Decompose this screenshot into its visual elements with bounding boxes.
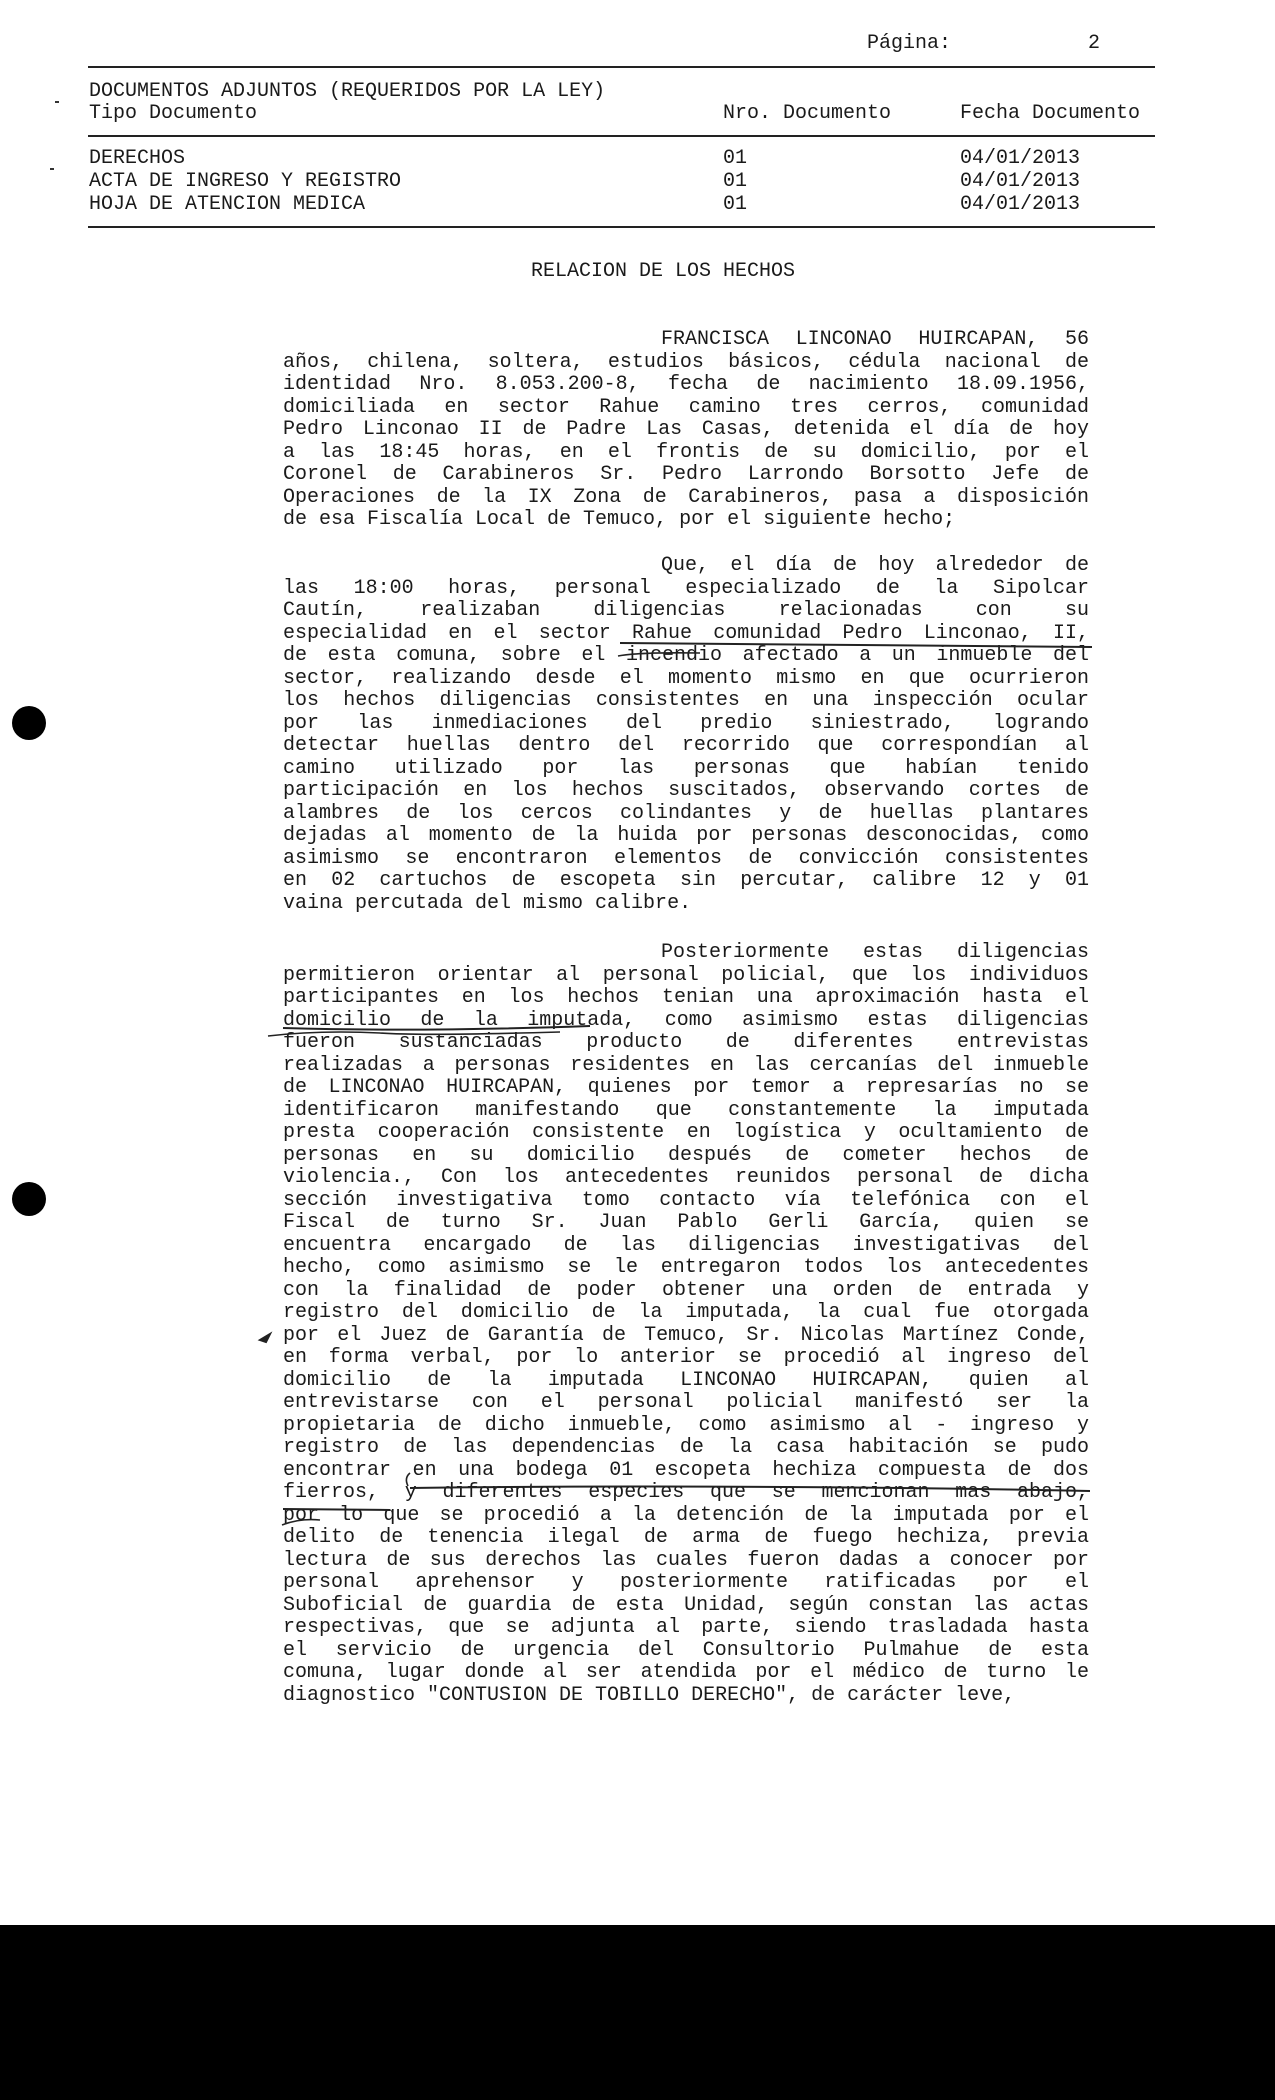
paragraph-line: dejadas al momento de la huida por personas desconocidas, como bbox=[283, 824, 1089, 847]
punch-hole bbox=[12, 1182, 46, 1216]
header-rule-top bbox=[88, 66, 1155, 68]
cell-date: 04/01/2013 bbox=[960, 170, 1081, 193]
paragraph-line: identificaron manifestando que constantemente la imputada bbox=[283, 1098, 1089, 1122]
table-header-rule bbox=[88, 135, 1155, 137]
scan-black-band bbox=[0, 1925, 1275, 2100]
paragraph-line: sector, realizando desde el momento mismo en que ocurrieron bbox=[283, 666, 1089, 690]
cell-number: 01 bbox=[723, 147, 748, 170]
paragraph-line: por las inmediaciones del predio siniestrado, logrando bbox=[283, 711, 1089, 735]
column-header-date: Fecha Documento bbox=[960, 102, 1141, 125]
cell-type: HOJA DE ATENCION MEDICA bbox=[89, 193, 366, 216]
paragraph-line: comuna, lugar donde al ser atendida por el médico de turno le bbox=[283, 1661, 1089, 1684]
table-row bbox=[0, 194, 1275, 217]
paragraph-line: detectar huellas dentro del recorrido que correspondían al bbox=[283, 734, 1089, 757]
paragraph-line: de esa Fiscalía Local de Temuco, por el siguiente hecho; bbox=[283, 508, 956, 531]
section-title: RELACION DE LOS HECHOS bbox=[531, 260, 796, 283]
paragraph-line: Fiscal de turno Sr. Juan Pablo Gerli García, quien se bbox=[283, 1211, 1089, 1234]
attachments-header-row bbox=[0, 103, 1275, 126]
paragraph-line: fueron sustanciadas producto de diferentes entrevistas bbox=[283, 1031, 1089, 1054]
paragraph-line: personal aprehensor y posteriormente ratificadas por el bbox=[283, 1571, 1089, 1594]
paragraph-line: participación en los hechos suscitados, observando cortes de bbox=[283, 779, 1089, 802]
paragraph-line: las 18:00 horas, personal especializado de la Sipolcar bbox=[283, 576, 1089, 600]
paragraph-line: diagnostico "CONTUSION DE TOBILLO DERECHO", de carácter leve, bbox=[283, 1683, 1016, 1707]
paragraph-line: participantes en los hechos tenian una aproximación hasta el bbox=[283, 986, 1089, 1009]
paragraph-line: hecho, como asimismo se le entregaron todos los antecedentes bbox=[283, 1256, 1089, 1279]
attachments-title: DOCUMENTOS ADJUNTOS (REQUERIDOS POR LA LEY) bbox=[89, 80, 606, 103]
cell-date: 04/01/2013 bbox=[960, 147, 1081, 170]
paragraph-line: por el Juez de Garantía de Temuco, Sr. Nicolas Martínez Conde, bbox=[283, 1323, 1089, 1347]
paragraph-line: a las 18:45 horas, en el frontis de su domicilio, por el bbox=[283, 440, 1089, 464]
paragraph-line: Cautín, realizaban diligencias relacionadas con su bbox=[283, 599, 1089, 622]
paragraph-line: los hechos diligencias consistentes en una inspección ocular bbox=[283, 689, 1089, 712]
paragraph-line: Posteriormente estas diligencias bbox=[661, 941, 1089, 964]
paragraph-line: registro del domicilio de la imputada, la cual fue otorgada bbox=[283, 1301, 1089, 1324]
paragraph-line: domiciliada en sector Rahue camino tres cerros, comunidad bbox=[283, 395, 1089, 419]
paragraph-line: respectivas, que se adjunta al parte, siendo trasladada hasta bbox=[283, 1616, 1089, 1639]
paragraph-line: realizadas a personas residentes en las cercanías del inmueble bbox=[283, 1053, 1089, 1077]
column-header-number: Nro. Documento bbox=[723, 102, 892, 125]
paragraph-line: encontrar en una bodega 01 escopeta hechiza compuesta de dos bbox=[283, 1458, 1089, 1482]
paragraph-line: años, chilena, soltera, estudios básicos, cédula nacional de bbox=[283, 350, 1089, 374]
paragraph-line: Coronel de Carabineros Sr. Pedro Larrondo Borsotto Jefe de bbox=[283, 463, 1089, 486]
punch-hole bbox=[12, 706, 46, 740]
cell-number: 01 bbox=[723, 170, 748, 193]
column-header-type: Tipo Documento bbox=[89, 102, 258, 125]
paragraph-line: propietaria de dicho inmueble, como asimismo al - ingreso y bbox=[283, 1413, 1089, 1437]
paragraph-line: en forma verbal, por lo anterior se procedió al ingreso del bbox=[283, 1346, 1089, 1369]
page-number: 2 bbox=[1088, 32, 1101, 55]
paragraph-line: el servicio de urgencia del Consultorio Pulmahue de esta bbox=[283, 1638, 1089, 1662]
paragraph-facts bbox=[283, 555, 1089, 915]
paragraph-line: por lo que se procedió a la detención de la imputada por el bbox=[283, 1503, 1089, 1527]
paragraph-identity bbox=[283, 329, 1089, 532]
paragraph-line: sección investigativa tomo contacto vía telefónica con el bbox=[283, 1188, 1089, 1212]
paragraph-line: Que, el día de hoy alrededor de bbox=[661, 554, 1089, 577]
paragraph-line: de LINCONAO HUIRCAPAN, quienes por temor a represarías no se bbox=[283, 1076, 1089, 1099]
paragraph-investigation bbox=[283, 942, 1089, 1707]
cell-type: ACTA DE INGRESO Y REGISTRO bbox=[89, 170, 402, 193]
paragraph-line: Operaciones de la IX Zona de Carabineros, pasa a disposición bbox=[283, 485, 1089, 509]
table-row bbox=[0, 148, 1275, 171]
table-row bbox=[0, 171, 1275, 194]
paragraph-line: personas en su domicilio después de cometer hechos de bbox=[283, 1143, 1089, 1167]
paragraph-line: asimismo se encontraron elementos de convicción consistentes bbox=[283, 846, 1089, 870]
paragraph-line: FRANCISCA LINCONAO HUIRCAPAN, 56 bbox=[661, 328, 1089, 351]
paragraph-line: entrevistarse con el personal policial manifestó ser la bbox=[283, 1391, 1089, 1414]
paragraph-line: identidad Nro. 8.053.200-8, fecha de nacimiento 18.09.1956, bbox=[283, 373, 1089, 396]
cell-number: 01 bbox=[723, 193, 748, 216]
paragraph-line: lectura de sus derechos las cuales fueron dadas a conocer por bbox=[283, 1548, 1089, 1572]
paragraph-line: camino utilizado por las personas que habían tenido bbox=[283, 756, 1089, 780]
paragraph-line: registro de las dependencias de la casa habitación se pudo bbox=[283, 1436, 1089, 1459]
paragraph-line: especialidad en el sector Rahue comunidad Pedro Linconao, II, bbox=[283, 621, 1089, 645]
paragraph-line: fierros, y diferentes especies que se mencionan mas abajo, bbox=[283, 1481, 1089, 1504]
paragraph-line: permitieron orientar al personal policial, que los individuos bbox=[283, 963, 1089, 987]
paragraph-line: de esta comuna, sobre el incendio afectado a un inmueble del bbox=[283, 644, 1089, 667]
cell-date: 04/01/2013 bbox=[960, 193, 1081, 216]
page-label: Página: bbox=[867, 32, 952, 55]
paragraph-line: vaina percutada del mismo calibre. bbox=[283, 891, 692, 915]
paragraph-line: en 02 cartuchos de escopeta sin percutar, calibre 12 y 01 bbox=[283, 869, 1089, 892]
table-bottom-rule bbox=[88, 226, 1155, 228]
paragraph-line: alambres de los cercos colindantes y de huellas plantares bbox=[283, 801, 1089, 825]
paragraph-line: domicilio de la imputada, como asimismo estas diligencias bbox=[283, 1008, 1089, 1032]
paragraph-line: encuentra encargado de las diligencias investigativas del bbox=[283, 1233, 1089, 1257]
paragraph-line: Suboficial de guardia de esta Unidad, según constan las actas bbox=[283, 1593, 1089, 1617]
paragraph-line: violencia., Con los antecedentes reunidos personal de dicha bbox=[283, 1166, 1089, 1189]
paragraph-line: presta cooperación consistente en logística y ocultamiento de bbox=[283, 1121, 1089, 1144]
paragraph-line: con la finalidad de poder obtener una orden de entrada y bbox=[283, 1278, 1089, 1302]
paragraph-line: delito de tenencia ilegal de arma de fuego hechiza, previa bbox=[283, 1526, 1089, 1549]
paragraph-line: Pedro Linconao II de Padre Las Casas, detenida el día de hoy bbox=[283, 418, 1089, 441]
paragraph-line: domicilio de la imputada LINCONAO HUIRCAPAN, quien al bbox=[283, 1368, 1089, 1392]
cell-type: DERECHOS bbox=[89, 147, 186, 170]
